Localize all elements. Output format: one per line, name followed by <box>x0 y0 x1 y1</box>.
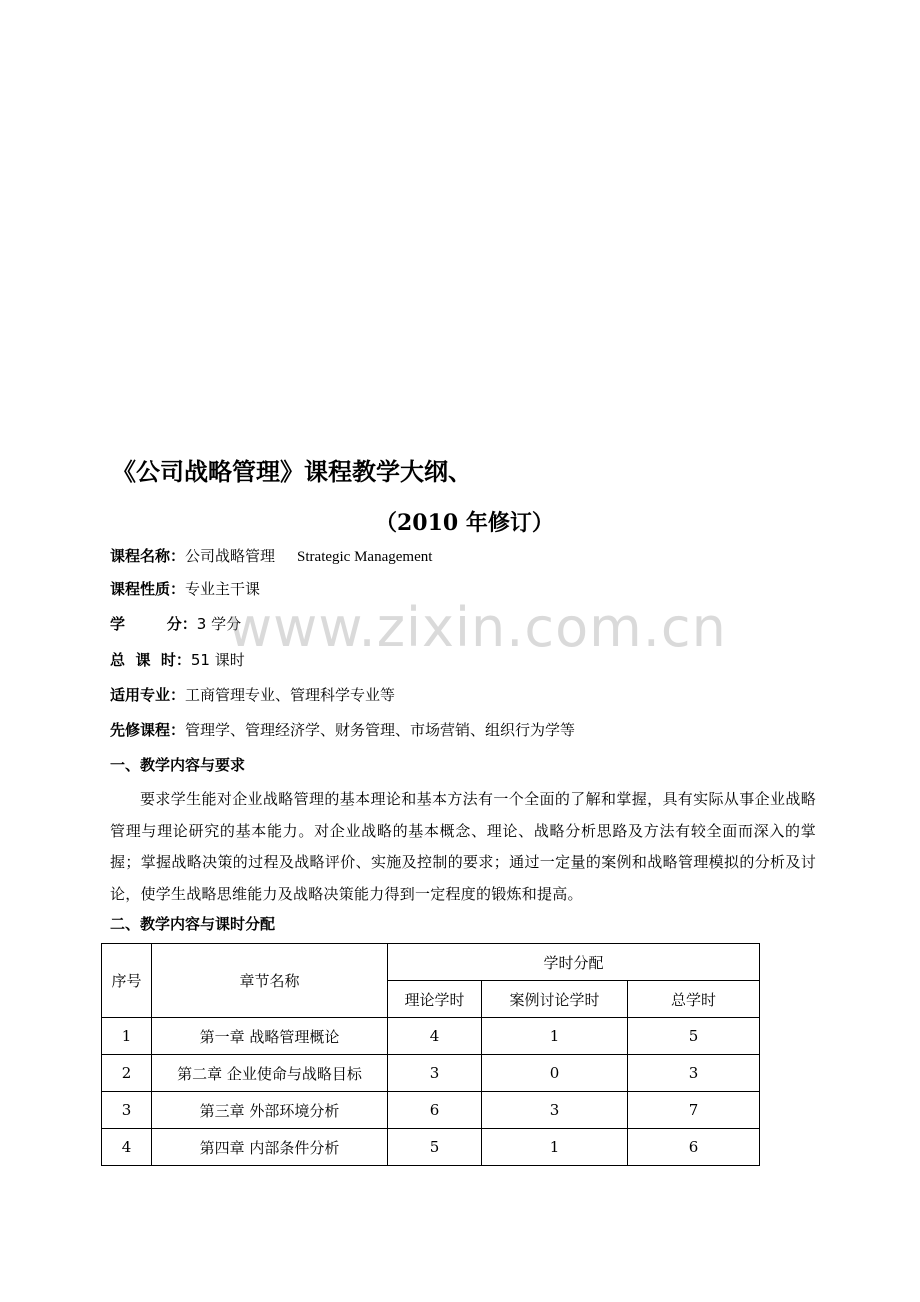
major-line <box>110 684 395 705</box>
hours-label: 总 课 时： <box>110 651 191 669</box>
cell-total: 3 <box>628 1055 760 1092</box>
credits-value: 3 学分 <box>196 615 242 633</box>
header-no: 序号 <box>102 944 152 1018</box>
cell-theory: 4 <box>388 1018 482 1055</box>
header-case: 案例讨论学时 <box>482 981 628 1018</box>
header-chapter: 章节名称 <box>152 944 388 1018</box>
table-row <box>102 1055 760 1092</box>
credits-label: 学 分： <box>110 615 197 633</box>
cell-theory: 5 <box>388 1129 482 1166</box>
hours-line <box>110 649 245 670</box>
section-1-heading: 一、教学内容与要求 <box>110 756 246 774</box>
cell-case: 3 <box>482 1092 628 1129</box>
course-nature-label: 课程性质： <box>110 580 186 598</box>
course-name-label: 课程名称： <box>110 547 186 565</box>
cell-no: 3 <box>102 1092 152 1129</box>
major-value: 工商管理专业、管理科学专业等 <box>185 686 396 704</box>
cell-chapter: 第三章 外部环境分析 <box>152 1092 388 1129</box>
credits-line <box>110 613 241 634</box>
course-name-en: Strategic Management <box>297 549 433 565</box>
document-subtitle: （2010 年修订） <box>375 510 554 536</box>
cell-chapter: 第一章 战略管理概论 <box>152 1018 388 1055</box>
section-1-paragraph: 要求学生能对企业战略管理的基本理论和基本方法有一个全面的了解和掌握，具有实际从事企业战略管理与理论研究的基本能力。对企业战略的基本概念、理论、战略分析思路及方法有较全面而深入的掌握；掌握战略决策的过程及战略评价、实施及控制的要求；通过一定量的案例和战略管理模拟的分析及讨论，使学生战略思维能力及战略决策能力得到一定程度的锻炼和提高。 <box>110 790 816 903</box>
header-theory: 理论学时 <box>388 981 482 1018</box>
table-row <box>102 1018 760 1055</box>
cell-total: 5 <box>628 1018 760 1055</box>
hours-table <box>101 943 760 1166</box>
cell-case: 1 <box>482 1018 628 1055</box>
hours-value: 51 课时 <box>190 651 245 669</box>
cell-case: 0 <box>482 1055 628 1092</box>
cell-case: 1 <box>482 1129 628 1166</box>
table-row <box>102 1092 760 1129</box>
cell-total: 7 <box>628 1092 760 1129</box>
section-2-heading: 二、教学内容与课时分配 <box>110 915 276 933</box>
cell-theory: 3 <box>388 1055 482 1092</box>
cell-chapter: 第四章 内部条件分析 <box>152 1129 388 1166</box>
cell-total: 6 <box>628 1129 760 1166</box>
prereq-value: 管理学、管理经济学、财务管理、市场营销、组织行为学等 <box>185 721 576 739</box>
prereq-line <box>110 719 575 740</box>
cell-no: 1 <box>102 1018 152 1055</box>
watermark: www.zixin.com.cn <box>228 596 727 659</box>
cell-chapter: 第二章 企业使命与战略目标 <box>152 1055 388 1092</box>
course-name-line <box>110 545 432 566</box>
course-nature-value: 专业主干课 <box>185 580 261 598</box>
cell-theory: 6 <box>388 1092 482 1129</box>
table-row <box>102 1129 760 1166</box>
header-alloc: 学时分配 <box>388 944 760 981</box>
major-label: 适用专业： <box>110 686 186 704</box>
document-title: 《公司战略管理》课程教学大纲、 <box>112 458 472 486</box>
cell-no: 2 <box>102 1055 152 1092</box>
prereq-label: 先修课程： <box>110 721 186 739</box>
course-name-value: 公司战略管理 <box>185 547 276 565</box>
table-header-row <box>102 944 760 981</box>
header-total: 总学时 <box>628 981 760 1018</box>
cell-no: 4 <box>102 1129 152 1166</box>
